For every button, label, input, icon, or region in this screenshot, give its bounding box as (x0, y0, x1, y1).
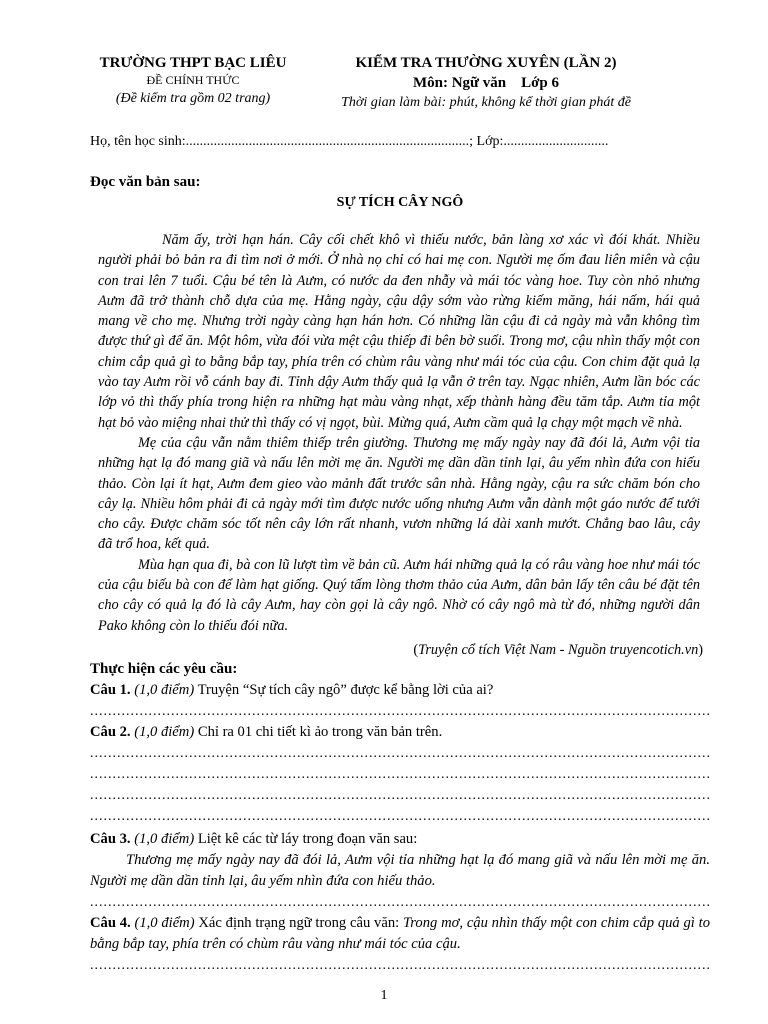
question-2-prompt (90, 722, 710, 743)
question-4-quote: Trong mơ, cậu nhìn thấy một con chim cắp quả gì to bằng bắp tay, phía trên có chùm râu vàng như mái tóc của cậu. (90, 915, 710, 952)
answer-line[interactable] (90, 892, 710, 913)
question-label: Câu 3. (90, 831, 131, 847)
question-label: Câu 1. (90, 682, 131, 698)
question-1 (90, 680, 710, 722)
answer-line[interactable] (90, 764, 710, 785)
answer-line[interactable] (90, 955, 710, 976)
story-text (98, 230, 700, 636)
question-label: Câu 2. (90, 724, 131, 740)
question-3-quote: Thương mẹ mấy ngày nay đã đói lả, Aưm vội tỉa những hạt lạ đó mang giã và nấu lên mời mẹ ăn. Người mẹ dần dần tỉnh lại, âu yếm nhìn đứa con hiếu thảo. (90, 852, 710, 889)
school-header (80, 54, 306, 109)
grade-label: Lớp 6 (521, 75, 560, 91)
question-label: Câu 4. (90, 915, 131, 931)
source-close-paren: ) (698, 642, 703, 658)
reading-lead: Đọc văn bản sau: (90, 174, 201, 190)
pages-note: (Đề kiểm tra gồm 02 trang) (115, 91, 271, 106)
question-4-prompt (90, 913, 710, 955)
school-name: TRƯỜNG THPT BẠC LIÊU (99, 55, 287, 71)
page-number: 1 (380, 988, 388, 1003)
question-text: Xác định trạng ngữ trong câu văn: (194, 915, 403, 931)
answer-line[interactable] (90, 806, 710, 827)
answer-line[interactable] (90, 743, 710, 764)
question-2 (90, 722, 710, 827)
official-label: ĐỀ CHÍNH THỨC (146, 73, 240, 87)
story-paragraph-3: Mùa hạn qua đi, bà con lũ lượt tìm về bản cũ. Aưm hái những quả lạ có râu vàng hoe như mái tóc của cậu biếu bà con để làm hạt giống. Quý tấm lòng thơm thảo của Aưm, dân bản lấy tên câu bé đặt tên cho cây có quả lạ đó là cây Aưm, hay còn gọi là cây ngô. Nhờ có cây ngô mà từ đó, những người dân Pako không còn lo thiếu đói nữa. (98, 556, 700, 634)
source-open-paren: ( (413, 642, 419, 658)
question-4 (90, 913, 710, 976)
subject-label: Môn: Ngữ văn (412, 75, 507, 91)
answer-line[interactable] (90, 701, 710, 722)
story-title: SỰ TÍCH CÂY NGÔ (336, 195, 464, 210)
question-3 (90, 829, 710, 913)
tasks-heading: Thực hiện các yêu cầu: (90, 661, 238, 677)
question-points: (1,0 điểm) (134, 724, 195, 740)
question-3-prompt (90, 829, 710, 850)
answer-line[interactable] (90, 785, 710, 806)
question-points: (1,0 điểm) (134, 915, 195, 931)
question-points: (1,0 điểm) (134, 831, 195, 847)
source-text: Truyện cổ tích Việt Nam - Nguồn truyencotich.vn (418, 642, 699, 658)
story-source (98, 640, 703, 660)
question-1-prompt (90, 680, 710, 701)
question-text: Chỉ ra 01 chi tiết kì ảo trong văn bản trên. (194, 724, 443, 740)
exam-title: KIỂM TRA THƯỜNG XUYÊN (LẦN 2) (355, 55, 617, 71)
subject-line (318, 73, 654, 93)
question-text: Liệt kê các từ láy trong đoạn văn sau: (194, 831, 418, 847)
exam-header (318, 54, 654, 113)
question-points: (1,0 điểm) (134, 682, 195, 698)
student-info-line: Họ, tên học sinh:.................................................................................; Lớp:.............................. (90, 134, 609, 149)
time-note: Thời gian làm bài: phút, không kể thời gian phát đề (341, 95, 631, 110)
question-text: Truyện “Sự tích cây ngô” được kể bằng lời của ai? (194, 682, 494, 698)
story-paragraph-1: Năm ấy, trời hạn hán. Cây cối chết khô vì thiếu nước, bản làng xơ xác vì đói khát. Nhiều người phải bỏ bản ra đi tìm nơi ở mới. Ở nhà nọ chỉ có hai mẹ con. Người mẹ ốm đau liên miên và cậu con trai lên 7 tuổi. Cậu bé tên là Aưm, có nước da đen nhẫy và mái tóc vàng hoe. Tuy còn nhỏ nhưng Aưm đã trở thành chỗ dựa của mẹ. Hằng ngày, cậu dậy sớm vào rừng kiếm măng, hái nấm, hái quả mang về cho mẹ. Nhưng trời ngày càng hạn hán hơn. Có những lần cậu đi cả ngày mà vẫn không tìm được thứ gì để ăn. Một hôm, vừa đói vừa mệt cậu thiếp đi bên bờ suối. Trong mơ, cậu nhìn thấy một con chim cắp quả gì to bằng bắp tay, phía trên có chùm râu vàng như mái tóc của cậu. Con chim đặt quả lạ vào tay Aưm rồi vỗ cánh bay đi. Tỉnh dậy Aưm thấy quả lạ vẫn ở trên tay. Ngạc nhiên, Aưm lần bóc các lớp vỏ thì thấy phía trong hiện ra những hạt màu vàng nhạt, xếp thành hàng đều tăm tắp. Aưm tỉa một hạt bỏ vào miệng nhai thử thì thấy có vị ngọt, bùi. Mừng quá, Aưm cầm quả lạ chạy một mạch về nhà. (98, 232, 700, 431)
story-paragraph-2: Mẹ của cậu vẫn nằm thiêm thiếp trên giường. Thương mẹ mấy ngày nay đã đói lả, Aưm vội tỉa những hạt lạ đó mang giã và nấu lên mời mẹ ăn. Người mẹ dần dần tỉnh lại, âu yếm nhìn đứa con hiếu thảo. Còn lại ít hạt, Aưm đem gieo vào mảnh đất trước sân nhà. Hằng ngày, cậu ra sức chăm bón cho cây lạ. Nhiều hôm phải đi cả ngày mới tìm được nước uống nhưng Aưm vẫn dành một gáo nước để tưới cho cây. Được chăm sóc tốt nên cây lớn rất nhanh, vươn những lá dài xanh mướt. Chẳng bao lâu, cây đã trổ hoa, kết quả. (98, 434, 700, 553)
